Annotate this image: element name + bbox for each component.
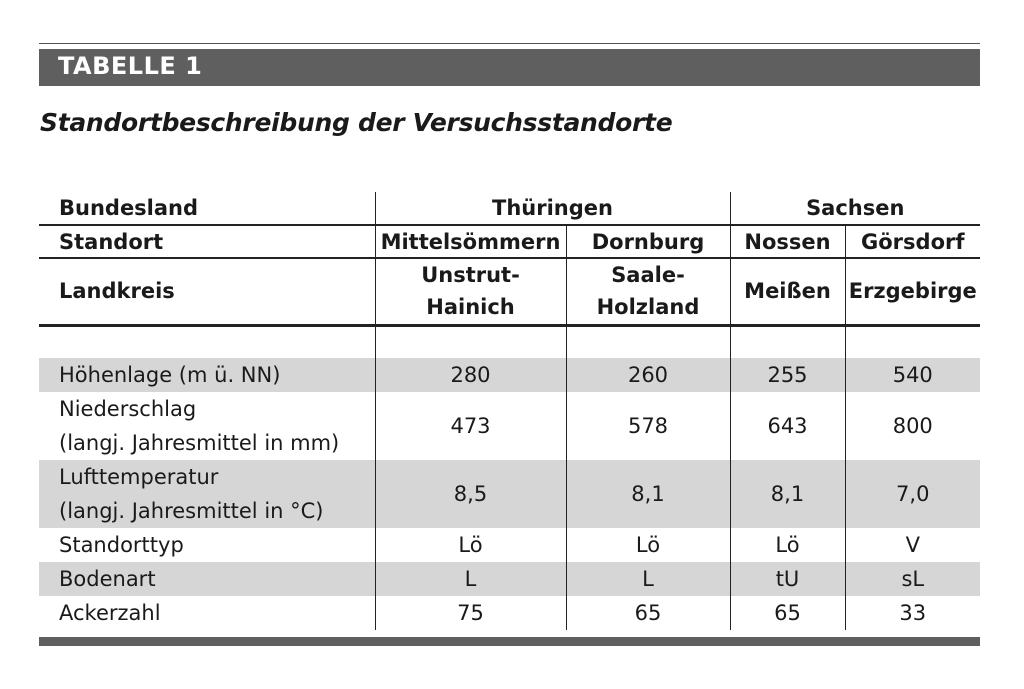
bundesland-thueringen: Thüringen — [375, 192, 730, 225]
row-landkreis — [39, 258, 980, 325]
cell: L — [566, 562, 730, 596]
data-table-wrap — [39, 192, 980, 630]
bottom-rule — [39, 637, 980, 646]
row-label: Bodenart — [39, 562, 375, 596]
landkreis-label: Landkreis — [59, 279, 175, 304]
bundesland-label: Bundesland — [59, 196, 199, 220]
table-banner — [39, 49, 980, 86]
row-bundesland — [39, 192, 980, 225]
cell: 540 — [845, 358, 980, 392]
cell: 65 — [730, 596, 845, 630]
landkreis-1-line2: Hainich — [426, 295, 515, 320]
row-label: Höhenlage (m ü. NN) — [39, 358, 375, 392]
row-label-line1: Niederschlag — [59, 397, 197, 421]
row-spacer — [39, 325, 980, 358]
row-label-line2: (langj. Jahresmittel in °C) — [59, 499, 324, 523]
cell: Lö — [375, 528, 566, 562]
data-table — [39, 192, 980, 630]
table-row — [39, 392, 980, 460]
landkreis-4: Erzgebirge — [845, 258, 980, 325]
landkreis-2-line1: Saale- — [611, 263, 685, 288]
landkreis-3: Meißen — [730, 258, 845, 325]
cell: tU — [730, 562, 845, 596]
cell: V — [845, 528, 980, 562]
banner-label: TABELLE 1 — [58, 52, 203, 80]
cell: 75 — [375, 596, 566, 630]
table-row — [39, 596, 980, 630]
table-row — [39, 460, 980, 528]
landkreis-2-line2: Holzland — [596, 295, 700, 320]
landkreis-1 — [375, 258, 566, 325]
cell: Lö — [566, 528, 730, 562]
standort-3: Nossen — [730, 225, 845, 258]
cell: 255 — [730, 358, 845, 392]
row-standort — [39, 225, 980, 258]
cell: 8,1 — [566, 460, 730, 528]
cell: 473 — [375, 392, 566, 460]
top-rule — [39, 43, 980, 44]
landkreis-1-line1: Unstrut- — [421, 263, 520, 288]
cell: 8,5 — [375, 460, 566, 528]
cell: 33 — [845, 596, 980, 630]
table-title: Standortbeschreibung der Versuchsstandorte — [40, 108, 673, 137]
cell: 643 — [730, 392, 845, 460]
row-label: Ackerzahl — [59, 601, 161, 625]
row-label-line2: (langj. Jahresmittel in mm) — [59, 431, 340, 455]
standort-2: Dornburg — [566, 225, 730, 258]
row-label: Standorttyp — [59, 533, 184, 557]
cell: 8,1 — [730, 460, 845, 528]
cell: 7,0 — [845, 460, 980, 528]
cell: 260 — [566, 358, 730, 392]
standort-1: Mittelsömmern — [375, 225, 566, 258]
bundesland-sachsen: Sachsen — [730, 192, 980, 225]
row-label — [39, 460, 375, 528]
row-label — [39, 392, 375, 460]
standort-label: Standort — [59, 229, 164, 254]
row-label-line1: Lufttemperatur — [59, 465, 219, 489]
standort-4: Görsdorf — [845, 225, 980, 258]
cell: 578 — [566, 392, 730, 460]
cell: 280 — [375, 358, 566, 392]
table-row — [39, 528, 980, 562]
table-row — [39, 358, 980, 392]
cell: 800 — [845, 392, 980, 460]
cell: Lö — [730, 528, 845, 562]
landkreis-2 — [566, 258, 730, 325]
table-row — [39, 562, 980, 596]
cell: 65 — [566, 596, 730, 630]
cell: L — [375, 562, 566, 596]
cell: sL — [845, 562, 980, 596]
